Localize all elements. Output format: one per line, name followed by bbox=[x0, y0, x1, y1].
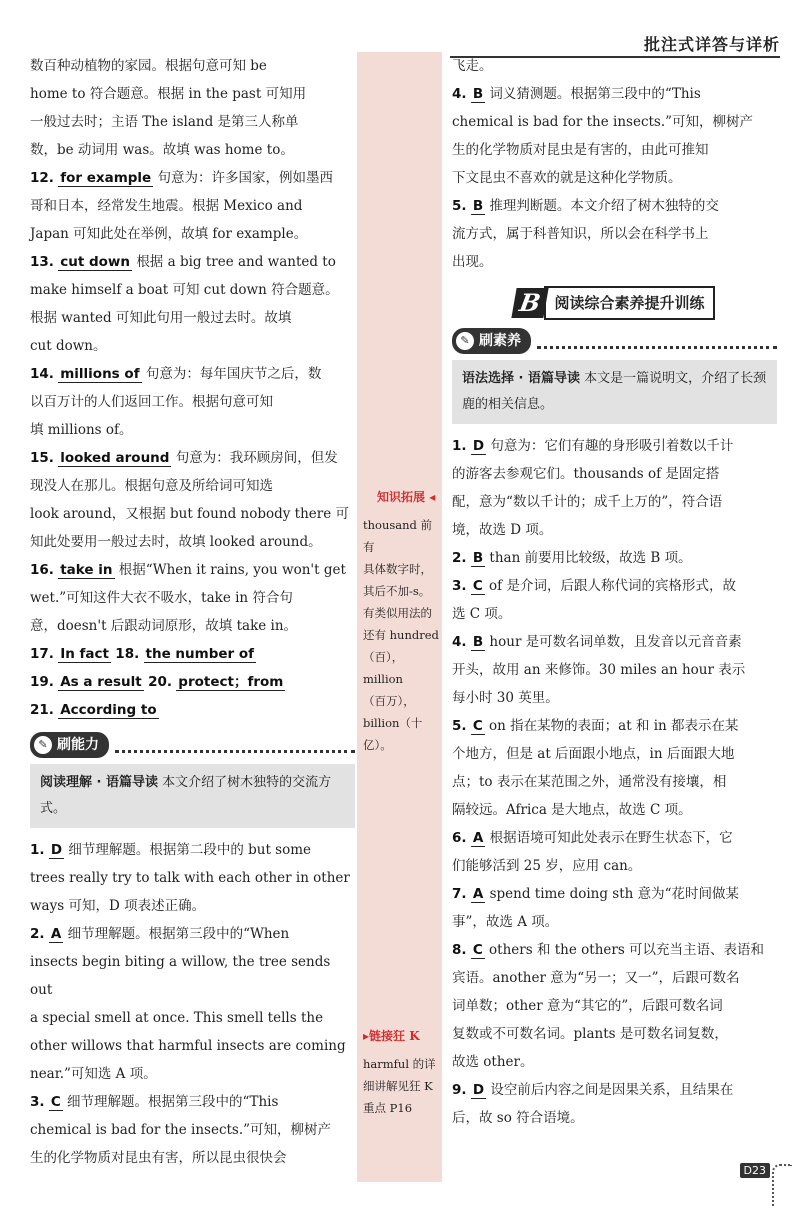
left-intro bbox=[30, 52, 355, 164]
note-line: （百万）， bbox=[363, 694, 415, 708]
item-answer: C bbox=[472, 578, 483, 594]
item-text-line: 哥和日本，经常发生地震。根据 Mexico and bbox=[30, 198, 303, 214]
dotted-divider bbox=[115, 738, 355, 753]
section-b-title bbox=[452, 286, 777, 320]
item-answer: In fact bbox=[60, 646, 109, 662]
item-number: 8. bbox=[452, 942, 467, 958]
note-line: 细讲解见狂 K bbox=[363, 1079, 433, 1093]
item-answer: looked around bbox=[60, 450, 170, 466]
item-number: 4. bbox=[452, 634, 467, 650]
item-answer: C bbox=[50, 1094, 61, 1110]
intro-line: home to 符合题意。根据 in the past 可知用 bbox=[30, 86, 307, 102]
item-text: than 前要用比较级，故选 B 项。 bbox=[489, 550, 692, 566]
item-text-line: 个地方，但是 at 后面跟小地点，in 后面跟大地 bbox=[452, 746, 735, 762]
answer-first-line bbox=[452, 80, 777, 108]
item-answer: According to bbox=[60, 702, 157, 718]
item-text: 设空前后内容之间是因果关系，且结果在 bbox=[490, 1082, 734, 1098]
item-answer: D bbox=[50, 842, 63, 858]
answer-first-line bbox=[452, 712, 777, 740]
answer-first-line bbox=[452, 572, 777, 600]
item-number: 6. bbox=[452, 830, 467, 846]
item-answer: C bbox=[472, 942, 483, 958]
answer-item bbox=[452, 628, 777, 712]
item-text-line: chemical is bad for the insects.”可知，柳树产 bbox=[30, 1122, 332, 1138]
section-pill bbox=[452, 328, 531, 354]
answer-item bbox=[452, 1076, 777, 1132]
item-number: 2. bbox=[30, 926, 45, 942]
item-answer: the number of bbox=[145, 646, 255, 662]
answer-item bbox=[452, 824, 777, 880]
left-reading-items bbox=[30, 836, 355, 1172]
item-text-line: chemical is bad for the insects.”可知，柳树产 bbox=[452, 114, 754, 130]
item-answer: D bbox=[472, 1082, 485, 1098]
item-text: hour 是可数名词单数，且发音以元音音素 bbox=[489, 634, 742, 650]
page-header-title: 批注式详答与详析 bbox=[643, 35, 780, 54]
note-line: thousand 前有 bbox=[363, 518, 433, 554]
item-answer: protect；from bbox=[178, 674, 284, 690]
answer-first-line bbox=[452, 880, 777, 908]
answer-first-line bbox=[452, 824, 777, 852]
item-text: 推理判断题。本文介绍了树木独特的交 bbox=[489, 198, 719, 214]
link-note bbox=[363, 1053, 441, 1119]
item-text: 句意为：许多国家，例如墨西 bbox=[157, 170, 334, 186]
item-number: 15. bbox=[30, 450, 54, 466]
item-number: 16. bbox=[30, 562, 54, 578]
item-text-line: near.”可知选 A 项。 bbox=[30, 1066, 157, 1082]
left-answer-items bbox=[30, 164, 355, 640]
intro-line: 数，be 动词用 was。故填 was home to。 bbox=[30, 142, 294, 158]
intro-line: 飞走。 bbox=[452, 58, 493, 74]
item-number: 3. bbox=[30, 1094, 45, 1110]
knowledge-expand-tag: 知识拓展 ◂ bbox=[377, 490, 436, 504]
note-line: 其后不加-s。 bbox=[363, 584, 431, 598]
item-text-line: wet.”可知这件大衣不吸水，take in 符合句 bbox=[30, 590, 293, 606]
section-badge-literacy bbox=[452, 328, 777, 354]
item-number: 19. bbox=[30, 674, 54, 690]
item-answer: B bbox=[472, 198, 484, 214]
item-text-line: other willows that harmful insects are coming bbox=[30, 1038, 346, 1054]
section-badge-ability bbox=[30, 732, 355, 758]
answer-item bbox=[30, 164, 355, 248]
item-text: on 指在某物的表面；at 和 in 都表示在某 bbox=[489, 718, 739, 734]
section-label: 刷素养 bbox=[479, 333, 521, 349]
answer-first-line bbox=[30, 360, 355, 388]
answer-first-line bbox=[30, 1088, 355, 1116]
answer-first-line bbox=[452, 192, 777, 220]
left-column bbox=[30, 52, 355, 1172]
note-line: 还有 hundred bbox=[363, 628, 439, 642]
guide-text: 本文介绍了树木独特的交流方式。 bbox=[40, 775, 332, 816]
page-corner-decoration bbox=[772, 1164, 792, 1206]
item-text-line: 生的化学物质对昆虫是有害的，由此可推知 bbox=[452, 142, 709, 158]
item-answer: C bbox=[472, 718, 483, 734]
item-text: 根据“When it rains, you won't get bbox=[118, 562, 346, 578]
item-text: 句意为：我环顾房间，但发 bbox=[175, 450, 338, 466]
item-text-line: 开头，故用 an 来修饰。30 miles an hour 表示 bbox=[452, 662, 746, 678]
brush-icon: ✎ bbox=[456, 332, 474, 350]
right-answer-items bbox=[452, 80, 777, 276]
item-text: 细节理解题。根据第二段中的 but some bbox=[68, 842, 312, 858]
note-line: harmful 的详 bbox=[363, 1057, 436, 1071]
answer-item bbox=[30, 556, 355, 640]
item-text-line: 填 millions of。 bbox=[30, 422, 133, 438]
answer-item bbox=[30, 836, 355, 920]
item-answer: D bbox=[472, 438, 485, 454]
answer-first-line bbox=[452, 936, 777, 964]
item-number: 9. bbox=[452, 1082, 467, 1098]
item-text: spend time doing sth 意为“花时间做某 bbox=[489, 886, 740, 902]
item-number: 5. bbox=[452, 718, 467, 734]
brush-icon: ✎ bbox=[34, 736, 52, 754]
page-number: D23 bbox=[740, 1163, 770, 1178]
answer-first-line bbox=[452, 628, 777, 656]
item-text-line: 事”，故选 A 项。 bbox=[452, 914, 559, 930]
short-answer-row bbox=[30, 640, 355, 668]
answer-item bbox=[30, 248, 355, 360]
item-answer: A bbox=[472, 886, 484, 902]
guide-text: 本文是一篇说明文，介绍了长颈鹿的相关信息。 bbox=[462, 371, 767, 412]
note-line: 有类似用法的 bbox=[363, 606, 432, 620]
section-b-text: 阅读综合素养提升训练 bbox=[544, 286, 714, 320]
grammar-guide-box bbox=[452, 360, 777, 424]
item-text-line: 意，doesn't 后跟动词原形，故填 take in。 bbox=[30, 618, 298, 634]
item-number: 20. bbox=[148, 674, 172, 690]
answer-item bbox=[452, 936, 777, 1076]
item-text-line: 隔较远。Africa 是大地点，故选 C 项。 bbox=[452, 802, 692, 818]
item-number: 5. bbox=[452, 198, 467, 214]
item-answer: take in bbox=[60, 562, 113, 578]
item-text-line: 流方式，属于科普知识，所以会在科学书上 bbox=[452, 226, 709, 242]
item-text-line: 下文昆虫不喜欢的就是这种化学物质。 bbox=[452, 170, 682, 186]
answer-first-line bbox=[30, 836, 355, 864]
item-text-line: trees really try to talk with each other in other bbox=[30, 870, 350, 886]
right-grammar-items bbox=[452, 432, 777, 1132]
item-text-line: cut down。 bbox=[30, 338, 107, 354]
left-short-answers bbox=[30, 640, 355, 724]
answer-item bbox=[452, 192, 777, 276]
answer-item bbox=[30, 1088, 355, 1172]
item-number: 3. bbox=[452, 578, 467, 594]
guide-label: 语法选择 · 语篇导读 bbox=[462, 371, 580, 386]
link-tag: ▸链接狂 K bbox=[363, 1029, 420, 1043]
knowledge-note bbox=[363, 514, 441, 756]
item-text-line: 出现。 bbox=[452, 254, 493, 270]
answer-item bbox=[30, 920, 355, 1088]
right-intro bbox=[452, 52, 777, 80]
item-answer: B bbox=[472, 550, 484, 566]
answer-item bbox=[30, 360, 355, 444]
answer-first-line bbox=[452, 432, 777, 460]
note-line: （百），million bbox=[363, 650, 404, 686]
item-number: 2. bbox=[452, 550, 467, 566]
answer-first-line bbox=[30, 556, 355, 584]
answer-first-line bbox=[452, 544, 777, 572]
note-line: 亿）。 bbox=[363, 738, 392, 752]
item-text-line: 境，故选 D 项。 bbox=[452, 522, 553, 538]
intro-line: 一般过去时；主语 The island 是第三人称单 bbox=[30, 114, 299, 130]
item-text-line: insects begin biting a willow, the tree sends out bbox=[30, 954, 331, 998]
item-number: 21. bbox=[30, 702, 54, 718]
right-column bbox=[452, 52, 777, 1132]
item-text-line: 点；to 表示在某范围之外，通常没有接壤，相 bbox=[452, 774, 727, 790]
item-number: 4. bbox=[452, 86, 467, 102]
item-number: 17. bbox=[30, 646, 54, 662]
item-number: 12. bbox=[30, 170, 54, 186]
answer-first-line bbox=[30, 164, 355, 192]
item-text-line: 们能够活到 25 岁，应用 can。 bbox=[452, 858, 642, 874]
item-text: 句意为：它们有趣的身形吸引着数以千计 bbox=[490, 438, 734, 454]
item-number: 7. bbox=[452, 886, 467, 902]
item-text: 根据 a big tree and wanted to bbox=[136, 254, 336, 270]
item-answer: cut down bbox=[60, 254, 131, 270]
item-number: 18. bbox=[115, 646, 140, 662]
item-text-line: 知此处要用一般过去时，故填 looked around。 bbox=[30, 534, 322, 550]
item-number: 1. bbox=[30, 842, 45, 858]
item-text-line: 现没人在那儿。根据句意及所给词可知选 bbox=[30, 478, 273, 494]
answer-first-line bbox=[30, 444, 355, 472]
item-answer: As a result bbox=[60, 674, 142, 690]
section-pill bbox=[30, 732, 109, 758]
answer-first-line bbox=[30, 920, 355, 948]
item-text-line: 故选 other。 bbox=[452, 1054, 534, 1070]
item-text-line: 生的化学物质对昆虫有害，所以昆虫很快会 bbox=[30, 1150, 287, 1166]
section-label: 刷能力 bbox=[57, 737, 99, 753]
answer-item bbox=[452, 80, 777, 192]
item-answer: for example bbox=[60, 170, 152, 186]
note-line: 重点 P16 bbox=[363, 1101, 413, 1115]
item-text-line: look around，又根据 but found nobody there 可 bbox=[30, 506, 349, 522]
reading-guide-box bbox=[30, 764, 355, 828]
note-line: 具体数字时， bbox=[363, 562, 432, 576]
item-text-line: 每小时 30 英里。 bbox=[452, 690, 559, 706]
answer-item bbox=[452, 880, 777, 936]
item-text-line: make himself a boat 可知 cut down 符合题意。 bbox=[30, 282, 339, 298]
item-text-line: 宾语。another 意为“另一；又一”，后跟可数名 bbox=[452, 970, 740, 986]
intro-line: 数百种动植物的家园。根据句意可知 be bbox=[30, 58, 267, 74]
item-answer: B bbox=[472, 634, 484, 650]
note-line: billion（十 bbox=[363, 716, 423, 730]
item-number: 14. bbox=[30, 366, 54, 382]
answer-item bbox=[452, 544, 777, 572]
item-text-line: 根据 wanted 可知此句用一般过去时。故填 bbox=[30, 310, 292, 326]
item-text: 词义猜测题。根据第三段中的“This bbox=[489, 86, 701, 102]
item-answer: millions of bbox=[60, 366, 140, 382]
item-number: 13. bbox=[30, 254, 54, 270]
item-text-line: 词单数；other 意为“其它的”，后跟可数名词 bbox=[452, 998, 723, 1014]
answer-first-line bbox=[452, 1076, 777, 1104]
answer-item bbox=[452, 712, 777, 824]
item-text-line: ways 可知，D 项表述正确。 bbox=[30, 898, 206, 914]
short-answer-row bbox=[30, 696, 355, 724]
answer-first-line bbox=[30, 248, 355, 276]
item-number: 1. bbox=[452, 438, 467, 454]
section-b-letter: B bbox=[512, 288, 549, 318]
item-text-line: 复数或不可数名词。plants 是可数名词复数， bbox=[452, 1026, 728, 1042]
answer-item bbox=[30, 444, 355, 556]
guide-label: 阅读理解 · 语篇导读 bbox=[40, 775, 158, 790]
item-text: 细节理解题。根据第三段中的“This bbox=[67, 1094, 279, 1110]
item-text-line: a special smell at once. This smell tells the bbox=[30, 1010, 324, 1026]
item-text-line: 后，故 so 符合语境。 bbox=[452, 1110, 584, 1126]
item-answer: A bbox=[472, 830, 484, 846]
short-answer-row bbox=[30, 668, 355, 696]
item-text: 句意为：每年国庆节之后，数 bbox=[145, 366, 322, 382]
answer-item bbox=[452, 572, 777, 628]
item-answer: B bbox=[472, 86, 484, 102]
item-text-line: Japan 可知此处在举例，故填 for example。 bbox=[30, 226, 308, 242]
dotted-divider bbox=[537, 334, 777, 349]
item-text: others 和 the others 可以充当主语、表语和 bbox=[489, 942, 765, 958]
item-text-line: 配，意为“数以千计的；成千上万的”，符合语 bbox=[452, 494, 723, 510]
answer-item bbox=[452, 432, 777, 544]
item-text-line: 选 C 项。 bbox=[452, 606, 512, 622]
item-text: 细节理解题。根据第三段中的“When bbox=[67, 926, 290, 942]
item-answer: A bbox=[50, 926, 62, 942]
item-text-line: 以百万计的人们返回工作。根据句意可知 bbox=[30, 394, 273, 410]
item-text-line: 的游客去参观它们。thousands of 是固定搭 bbox=[452, 466, 720, 482]
item-text: 根据语境可知此处表示在野生状态下，它 bbox=[489, 830, 733, 846]
item-text: of 是介词，后跟人称代词的宾格形式，故 bbox=[489, 578, 736, 594]
